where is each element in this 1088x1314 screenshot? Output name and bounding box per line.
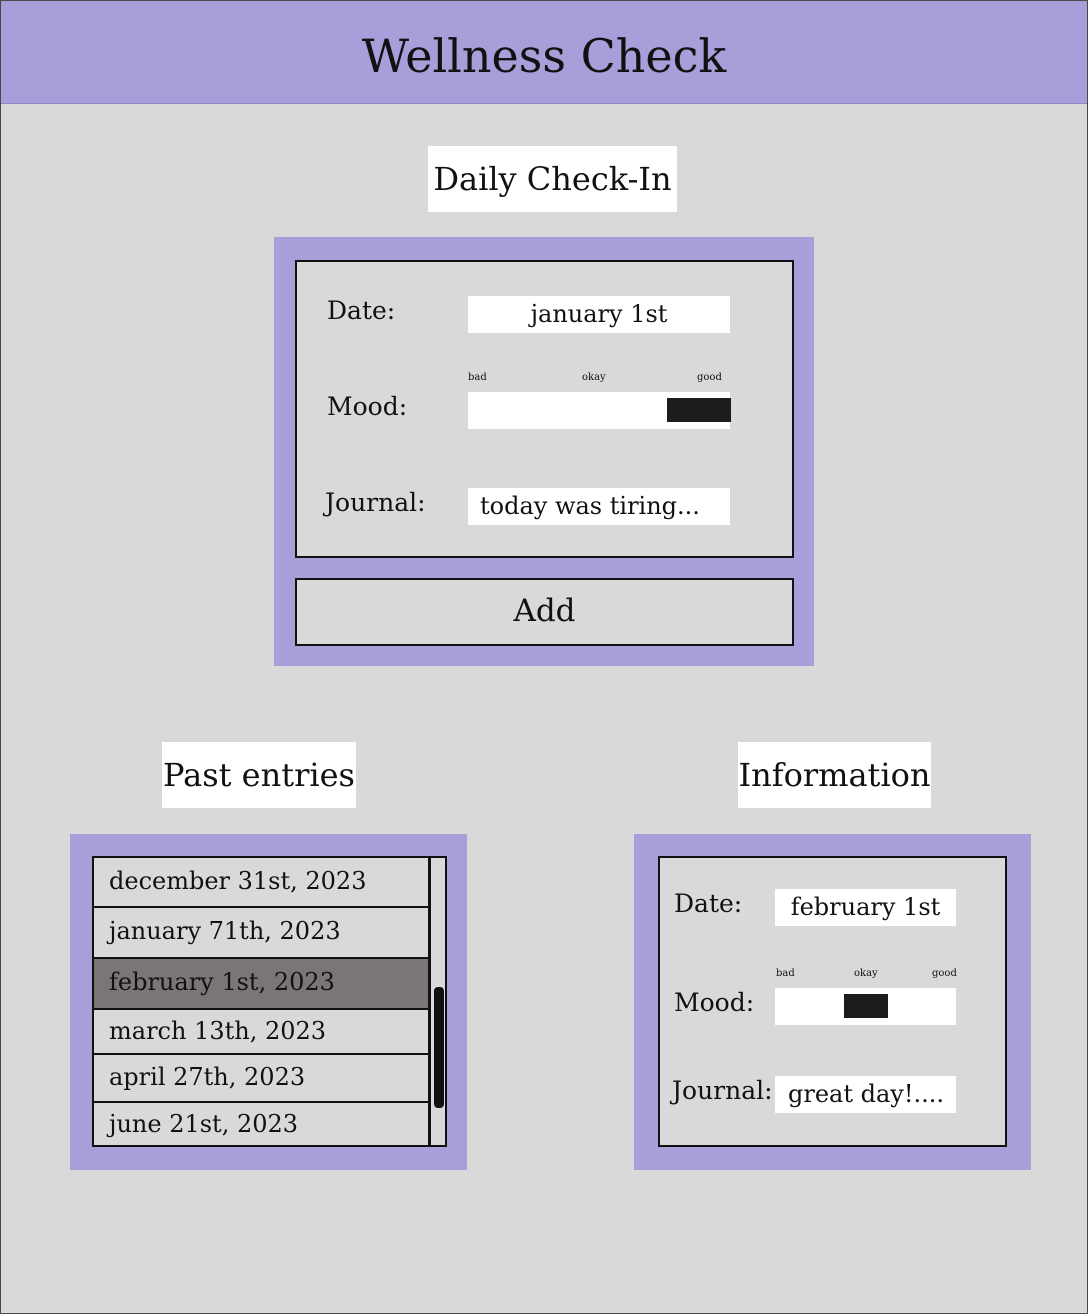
checkin-mood-tick-good: good [697, 372, 722, 383]
entry-row[interactable]: june 21st, 2023 [109, 1110, 299, 1138]
info-mood-tick-good: good [932, 968, 957, 979]
info-mood-label: Mood: [674, 988, 755, 1017]
info-journal-value: great day!.... [775, 1076, 956, 1113]
entry-row[interactable]: april 27th, 2023 [94, 1055, 428, 1103]
checkin-date-field[interactable]: january 1st [468, 296, 730, 333]
past-entries-list [92, 856, 447, 1147]
past-entries-scrollbar[interactable] [428, 858, 445, 1145]
entry-row[interactable]: december 31st, 2023 [94, 858, 428, 908]
entry-row-selected[interactable]: february 1st, 2023 [94, 959, 428, 1010]
information-heading: Information [738, 742, 931, 808]
app-header [1, 1, 1087, 104]
checkin-mood-slider[interactable] [468, 392, 730, 429]
checkin-journal-field[interactable]: today was tiring... [468, 488, 730, 525]
info-mood-tick-bad: bad [776, 968, 795, 979]
info-date-value: february 1st [775, 889, 956, 926]
checkin-mood-tick-bad: bad [468, 372, 487, 383]
info-mood-indicator [775, 988, 956, 1025]
checkin-journal-label: Journal: [325, 488, 426, 517]
checkin-mood-tick-okay: okay [582, 372, 606, 383]
info-mood-marker [844, 994, 888, 1018]
information-details [658, 856, 1007, 1147]
entry-row[interactable]: january 71th, 2023 [94, 908, 428, 959]
checkin-date-label: Date: [327, 296, 396, 325]
checkin-mood-label: Mood: [327, 392, 408, 421]
info-journal-label: Journal: [672, 1076, 773, 1105]
info-mood-tick-okay: okay [854, 968, 878, 979]
checkin-form [295, 260, 794, 558]
scrollbar-thumb[interactable] [434, 987, 444, 1108]
past-entries-heading: Past entries [162, 742, 356, 808]
checkin-panel [274, 237, 814, 666]
information-panel [634, 834, 1031, 1170]
add-button[interactable]: Add [295, 578, 794, 646]
checkin-heading: Daily Check-In [428, 146, 677, 212]
app-title: Wellness Check [361, 29, 727, 83]
info-date-label: Date: [674, 889, 743, 918]
entry-row[interactable]: march 13th, 2023 [94, 1010, 428, 1055]
checkin-mood-slider-handle[interactable] [667, 398, 731, 422]
